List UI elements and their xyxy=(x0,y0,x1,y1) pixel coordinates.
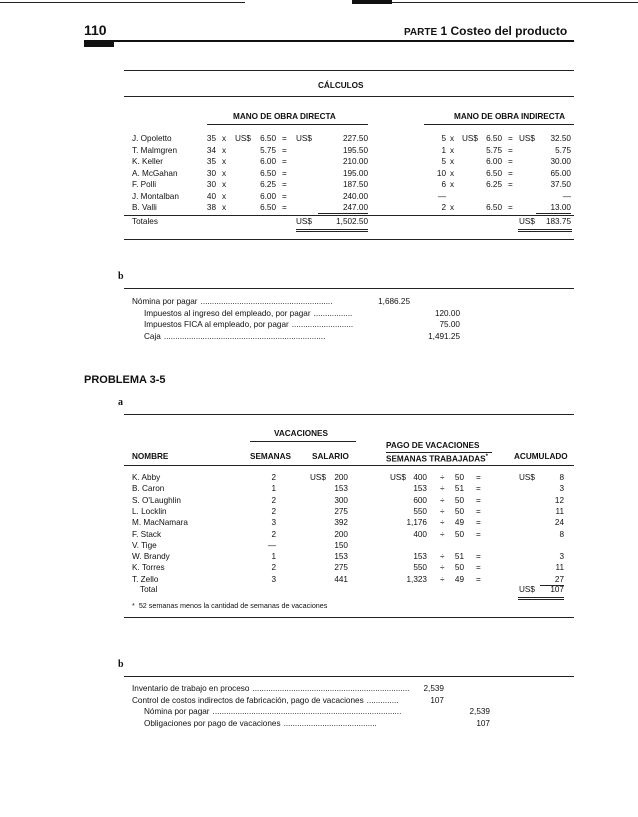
calc-total-moi-double xyxy=(518,229,572,232)
journal-line xyxy=(144,320,364,330)
calc-ind-hours: 1 xyxy=(441,145,446,155)
journal-desc: Obligaciones por pago de vacaciones xyxy=(144,718,281,728)
calc-eq: = xyxy=(282,180,287,189)
journal-leader-dots: ......................................... xyxy=(283,718,377,728)
vac-salario: 150 xyxy=(334,540,348,550)
vac-div: ÷ xyxy=(440,574,445,584)
vac-footnote-mark: * xyxy=(132,601,135,610)
vac-group-title: VACACIONES xyxy=(274,429,328,438)
vac-weeks: 50 xyxy=(454,495,464,505)
header-black-block xyxy=(84,40,114,47)
calc-ind-cur2: US$ xyxy=(519,134,535,143)
part-b1-rule xyxy=(124,288,574,289)
vac-pago: 1,323 xyxy=(406,574,427,584)
journal-desc: Impuestos al ingreso del empleado, por pagar xyxy=(144,308,311,318)
vac-div: ÷ xyxy=(440,473,445,482)
calc-ind-rate: 6.50 xyxy=(486,134,502,143)
vac-acum: 11 xyxy=(555,563,564,573)
calc-amount: 247.00 xyxy=(318,203,368,214)
page-number: 110 xyxy=(84,22,107,38)
vac-weeks: 50 xyxy=(454,473,464,482)
calc-ind-hours: 5 xyxy=(441,157,446,166)
vac-semanas: 3 xyxy=(271,518,276,528)
vac-pago: 600 xyxy=(413,495,427,505)
vac-col-acum: ACUMULADO xyxy=(514,452,568,461)
vac-semanas: 3 xyxy=(271,574,276,584)
vac-div: ÷ xyxy=(440,529,445,539)
calc-ind-eq: = xyxy=(508,145,513,155)
journal-desc: Nómina por pagar xyxy=(132,297,198,306)
vac-eq: = xyxy=(476,518,481,528)
vac-name: W. Brandy xyxy=(132,552,170,562)
vac-weeks: 51 xyxy=(454,484,464,494)
vac-group-rule xyxy=(250,441,356,442)
calc-name: J. Opoletto xyxy=(132,134,172,143)
journal-leader-dots: .............. xyxy=(366,695,399,705)
calc-ind-eq: = xyxy=(508,180,513,189)
vac-salario: 275 xyxy=(334,506,348,516)
vac-acum: 8 xyxy=(559,473,564,482)
part-b2-rule xyxy=(124,676,574,677)
journal-desc: Control de costos indirectos de fabricación, pago de vacaciones xyxy=(132,695,364,705)
journal-line xyxy=(132,297,364,307)
calc-total-mod-double xyxy=(296,229,368,232)
vac-acum-cur: US$ xyxy=(519,473,535,482)
vac-eq: = xyxy=(476,529,481,539)
calc-amount: 240.00 xyxy=(342,191,368,201)
calc-ind-rate: 6.50 xyxy=(486,203,502,212)
vac-col-semanas: SEMANAS xyxy=(250,452,291,461)
calc-eq: = xyxy=(282,134,287,143)
journal-leader-dots: ................................................................................... xyxy=(212,707,402,716)
calc-ind-amount: 13.00 xyxy=(536,203,571,214)
vac-semanas: 2 xyxy=(271,529,276,539)
vac-name: V. Tige xyxy=(132,540,157,550)
vac-pago-mark: * xyxy=(485,454,488,460)
journal-leader-dots: ..................................................................... xyxy=(252,684,410,693)
calc-x: x xyxy=(222,145,227,155)
vac-bottom-rule xyxy=(124,617,574,618)
calc-ind-x: x xyxy=(450,157,455,166)
calc-ind-rate: 6.00 xyxy=(486,157,502,166)
calc-ind-x: x xyxy=(450,180,455,189)
calc-eq: = xyxy=(282,191,287,201)
calc-x: x xyxy=(222,134,227,143)
vac-acum: 3 xyxy=(559,552,564,562)
vac-eq: = xyxy=(476,506,481,516)
part-heading xyxy=(404,24,567,38)
calculos-bottom-rule xyxy=(124,239,574,240)
calc-amount: 195.00 xyxy=(342,168,368,178)
vac-footnote xyxy=(132,601,327,611)
vac-semanas: 2 xyxy=(271,473,276,482)
vac-footnote-text: 52 semanas menos la cantidad de semanas de vacaciones xyxy=(138,601,328,610)
vac-div: ÷ xyxy=(440,563,445,573)
calc-total-moi-cur: US$ xyxy=(519,217,535,226)
vac-div: ÷ xyxy=(440,484,445,494)
journal-line xyxy=(144,309,364,319)
calc-ind-x: x xyxy=(450,145,455,155)
journal-debit: 1,686.25 xyxy=(378,297,410,306)
vac-total-label: Total xyxy=(140,585,158,594)
calc-ind-eq: = xyxy=(508,157,513,166)
journal-debit: 2,539 xyxy=(423,684,444,693)
vac-div: ÷ xyxy=(440,506,445,516)
calc-total-mod-cur: US$ xyxy=(296,217,312,226)
calc-ind-amount: 32.50 xyxy=(550,134,571,143)
part-word: PARTE xyxy=(404,27,438,38)
calc-ind-rate: 6.50 xyxy=(486,168,502,178)
vac-pago: 400 xyxy=(413,529,427,539)
vac-eq: = xyxy=(476,563,481,573)
journal-credit: 120.00 xyxy=(434,308,460,318)
vac-semanas: 2 xyxy=(271,563,276,573)
moi-title-rule xyxy=(424,124,574,125)
top-rule-left xyxy=(0,2,245,3)
calc-ind-x: x xyxy=(450,134,455,143)
vac-pago-line2 xyxy=(386,452,488,465)
calc-ind-x: x xyxy=(450,203,455,212)
calc-ind-eq: = xyxy=(508,203,513,212)
journal-desc: Inventario de trabajo en proceso xyxy=(132,684,250,693)
calc-amount: 195.50 xyxy=(342,145,368,155)
vac-eq: = xyxy=(476,473,481,482)
top-rule-right xyxy=(392,2,638,3)
calc-ind-hours: — xyxy=(437,191,446,201)
calc-x: x xyxy=(222,203,227,212)
journal-leader-dots: .......................................................... xyxy=(200,297,333,306)
vac-name: K. Torres xyxy=(132,563,165,573)
journal-leader-dots: ....................................................................... xyxy=(163,331,326,341)
part-b2-label: b xyxy=(118,659,124,670)
calc-ind-eq: = xyxy=(508,134,513,143)
mod-title: MANO DE OBRA DIRECTA xyxy=(233,112,336,121)
calc-cur2: US$ xyxy=(296,134,312,143)
vac-weeks: 50 xyxy=(454,529,464,539)
calc-eq: = xyxy=(282,157,287,166)
vac-col-nombre: NOMBRE xyxy=(132,452,169,461)
problema-label-a: a xyxy=(118,397,123,408)
journal-desc: Caja xyxy=(144,331,161,341)
calc-name: A. McGahan xyxy=(132,168,178,178)
calc-name: K. Keller xyxy=(132,157,163,166)
calc-rate: 6.50 xyxy=(260,168,276,178)
vac-semanas: 2 xyxy=(271,506,276,516)
vac-name: S. O'Laughlin xyxy=(132,495,181,505)
calc-ind-hours: 10 xyxy=(436,168,446,178)
journal-credit: 107 xyxy=(476,718,490,728)
vac-weeks: 49 xyxy=(454,518,464,528)
vac-weeks: 50 xyxy=(454,563,464,573)
calc-total-mod: 1,502.50 xyxy=(336,217,368,226)
calc-ind-amount: 65.00 xyxy=(550,168,571,178)
calc-ind-hours: 2 xyxy=(441,203,446,212)
calc-hours: 40 xyxy=(206,191,216,201)
vac-salario: 392 xyxy=(334,518,348,528)
calc-x: x xyxy=(222,157,227,166)
vac-acum: 11 xyxy=(555,506,564,516)
vac-col-salario: SALARIO xyxy=(312,452,349,461)
vac-acum: 12 xyxy=(554,495,564,505)
calc-ind-x: x xyxy=(450,168,455,178)
header-rule xyxy=(84,40,574,42)
vac-cur: US$ xyxy=(310,473,326,482)
calc-totals-rule xyxy=(124,215,574,216)
vac-header-rule xyxy=(124,465,574,466)
moi-title: MANO DE OBRA INDIRECTA xyxy=(454,112,565,121)
vac-acum: 27 xyxy=(540,575,564,586)
calc-ind-hours: 6 xyxy=(441,180,446,189)
journal-leader-dots: ........................... xyxy=(291,320,354,329)
calc-x: x xyxy=(222,168,227,178)
vac-div: ÷ xyxy=(440,552,445,562)
journal-line xyxy=(132,696,416,706)
vac-top-rule xyxy=(124,414,574,415)
part-b1-label: b xyxy=(118,271,124,282)
calc-ind-cur: US$ xyxy=(462,134,478,143)
calc-amount: 210.00 xyxy=(342,157,368,166)
vac-eq: = xyxy=(476,574,481,584)
vac-semanas: 1 xyxy=(271,484,276,494)
journal-line xyxy=(144,719,416,729)
journal-leader-dots: ................. xyxy=(313,308,353,318)
vac-eq: = xyxy=(476,495,481,505)
calc-eq: = xyxy=(282,203,287,212)
calc-name: J. Montalban xyxy=(132,191,179,201)
problema-title: PROBLEMA 3-5 xyxy=(84,374,166,386)
calc-name: F. Polli xyxy=(132,180,157,189)
calc-cur: US$ xyxy=(235,134,251,143)
calc-name: B. Valli xyxy=(132,203,157,212)
vac-semanas: 1 xyxy=(271,552,276,562)
calc-amount: 187.50 xyxy=(342,180,368,189)
vac-salario: 300 xyxy=(334,495,348,505)
vac-weeks: 49 xyxy=(454,574,464,584)
top-center-mark xyxy=(352,0,392,4)
vac-pago: 550 xyxy=(413,506,427,516)
vac-weeks: 50 xyxy=(454,506,464,516)
vac-name: K. Abby xyxy=(132,473,161,482)
vac-pago-cur: US$ xyxy=(390,473,406,482)
journal-line xyxy=(144,332,364,342)
vac-pago: 153 xyxy=(413,552,427,562)
vac-semanas: 2 xyxy=(271,495,276,505)
calc-ind-hours: 5 xyxy=(441,134,446,143)
vac-name: B. Caron xyxy=(132,484,165,494)
calc-total-moi: 183.75 xyxy=(545,217,571,226)
calc-total-label: Totales xyxy=(132,217,158,226)
vac-eq: = xyxy=(476,484,481,494)
journal-credit: 1,491.25 xyxy=(428,331,460,341)
calc-x: x xyxy=(222,180,227,189)
vac-pago-line1: PAGO DE VACACIONES xyxy=(386,441,480,450)
mod-title-rule xyxy=(207,124,368,125)
vac-div: ÷ xyxy=(440,495,445,505)
calc-hours: 38 xyxy=(206,203,216,212)
calc-hours: 30 xyxy=(206,168,216,178)
journal-line xyxy=(144,707,416,717)
vac-acum: 8 xyxy=(559,529,564,539)
calculos-title-rule xyxy=(124,96,574,97)
calc-rate: 6.00 xyxy=(260,157,276,166)
calc-rate: 6.25 xyxy=(260,180,276,189)
vac-name: L. Locklin xyxy=(132,506,167,516)
vac-salario: 200 xyxy=(334,473,348,482)
calc-ind-rate: 6.25 xyxy=(486,180,502,189)
vac-total-double xyxy=(518,597,564,600)
journal-debit: 107 xyxy=(430,695,444,705)
calc-hours: 35 xyxy=(206,134,216,143)
vac-name: M. MacNamara xyxy=(132,518,188,528)
calc-ind-rate: 5.75 xyxy=(486,145,502,155)
vac-salario: 441 xyxy=(334,574,348,584)
calc-ind-amount: 5.75 xyxy=(555,145,571,155)
calc-ind-amount: 30.00 xyxy=(550,157,571,166)
vac-salario: 200 xyxy=(334,529,348,539)
calc-rate: 6.00 xyxy=(260,191,276,201)
calc-rate: 6.50 xyxy=(260,134,276,143)
calc-ind-amount: — xyxy=(562,191,571,201)
vac-salario: 153 xyxy=(334,552,348,562)
vac-total: 107 xyxy=(550,585,564,594)
calc-name: T. Malmgren xyxy=(132,145,178,155)
vac-div: ÷ xyxy=(440,518,445,528)
vac-name: F. Stack xyxy=(132,529,162,539)
journal-desc: Impuestos FICA al empleado, por pagar xyxy=(144,320,289,329)
calc-eq: = xyxy=(282,168,287,178)
vac-total-cur: US$ xyxy=(519,585,535,594)
calc-hours: 30 xyxy=(206,180,216,189)
calc-rate: 5.75 xyxy=(260,145,276,155)
journal-credit: 2,539 xyxy=(469,707,490,716)
journal-credit: 75.00 xyxy=(439,320,460,329)
vac-name: T. Zello xyxy=(132,574,159,584)
calc-ind-amount: 37.50 xyxy=(550,180,571,189)
vac-acum: 24 xyxy=(554,518,564,528)
vac-salario: 153 xyxy=(334,484,348,494)
journal-line xyxy=(132,684,416,694)
calc-ind-eq: = xyxy=(508,168,513,178)
calc-x: x xyxy=(222,191,227,201)
vac-pago: 400 xyxy=(413,473,427,482)
journal-desc: Nómina por pagar xyxy=(144,707,210,716)
vac-weeks: 51 xyxy=(454,552,464,562)
vac-salario: 275 xyxy=(334,563,348,573)
vac-eq: = xyxy=(476,552,481,562)
calc-eq: = xyxy=(282,145,287,155)
calc-rate: 6.50 xyxy=(260,203,276,212)
calc-amount: 227.50 xyxy=(342,134,368,143)
vac-acum: 3 xyxy=(559,484,564,494)
vac-pago: 550 xyxy=(413,563,427,573)
vac-pago: 153 xyxy=(413,484,427,494)
part-rest: 1 Costeo del producto xyxy=(440,24,568,38)
calculos-title: CÁLCULOS xyxy=(318,81,364,90)
calc-hours: 34 xyxy=(206,145,216,155)
calc-hours: 35 xyxy=(206,157,216,166)
vac-semanas: — xyxy=(267,540,276,550)
calculos-top-rule xyxy=(124,70,574,71)
vac-pago-line2-text: SEMANAS TRABAJADAS xyxy=(386,454,486,464)
vac-pago: 1,176 xyxy=(406,518,427,528)
